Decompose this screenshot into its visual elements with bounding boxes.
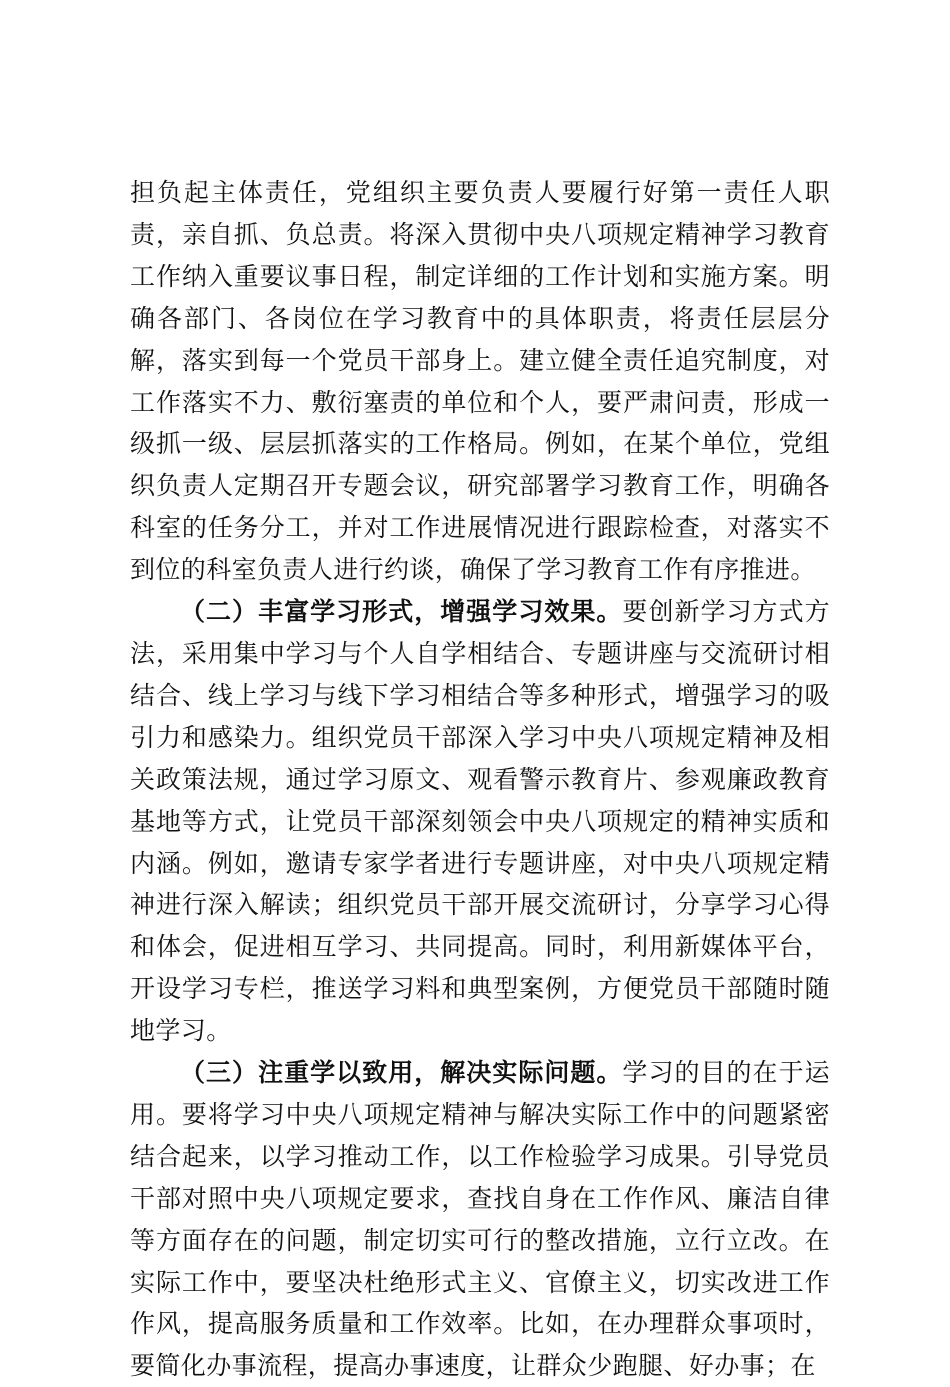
- section-heading-3: （三）注重学以致用，解决实际问题。: [180, 1058, 623, 1088]
- paragraph-text: 学习的目的在于运用。要将学习中央八项规定精神与解决实际工作中的问题紧密结合起来，以学习推动工作，以工作检验学习成果。引导党员干部对照中央八项规定要求，查找自身在工作作风、廉洁自律等方面存在的问题，制定切实可行的整改措施，立行立改。在实际工作中，要坚决杜绝形式主义、官僚主义，切实改进工作作风，提高服务质量和工作效率。比如，在办理群众事项时，要简化办事流程，提高办事速度，让群众少跑腿、好办事；在: [130, 1058, 830, 1381]
- paragraph-apply-learning: [130, 1052, 830, 1387]
- paragraph-text: 要创新学习方式方法，采用集中学习与个人自学相结合、专题讲座与交流研讨相结合、线上学习与线下学习相结合等多种形式，增强学习的吸引力和感染力。组织党员干部深入学习中央八项规定精神及相关政策法规，通过学习原文、观看警示教育片、参观廉政教育基地等方式，让党员干部深刻领会中央八项规定的精神实质和内涵。例如，邀请专家学者进行专题讲座，对中央八项规定精神进行深入解读；组织党员干部开展交流研讨，分享学习心得和体会，促进相互学习、共同提高。同时，利用新媒体平台，开设学习专栏，推送学习料和典型案例，方便党员干部随时随地学习。: [130, 597, 830, 1046]
- paragraph-text: 担负起主体责任，党组织主要负责人要履行好第一责任人职责，亲自抓、负总责。将深入贯彻中央八项规定精神学习教育工作纳入重要议事日程，制定详细的工作计划和实施方案。明确各部门、各岗位在学习教育中的具体职责，将责任层层分解，落实到每一个党员干部身上。建立健全责任追究制度，对工作落实不力、敷衍塞责的单位和个人，要严肃问责，形成一级抓一级、层层抓落实的工作格局。例如，在某个单位，党组织负责人定期召开专题会议，研究部署学习教育工作，明确各科室的任务分工，并对工作进展情况进行跟踪检查，对落实不到位的科室负责人进行约谈，确保了学习教育工作有序推进。: [130, 178, 830, 585]
- paragraph-responsibility: [130, 172, 830, 591]
- paragraph-study-forms: [130, 591, 830, 1052]
- document-body: [130, 172, 830, 1387]
- section-heading-2: （二）丰富学习形式，增强学习效果。: [180, 597, 623, 627]
